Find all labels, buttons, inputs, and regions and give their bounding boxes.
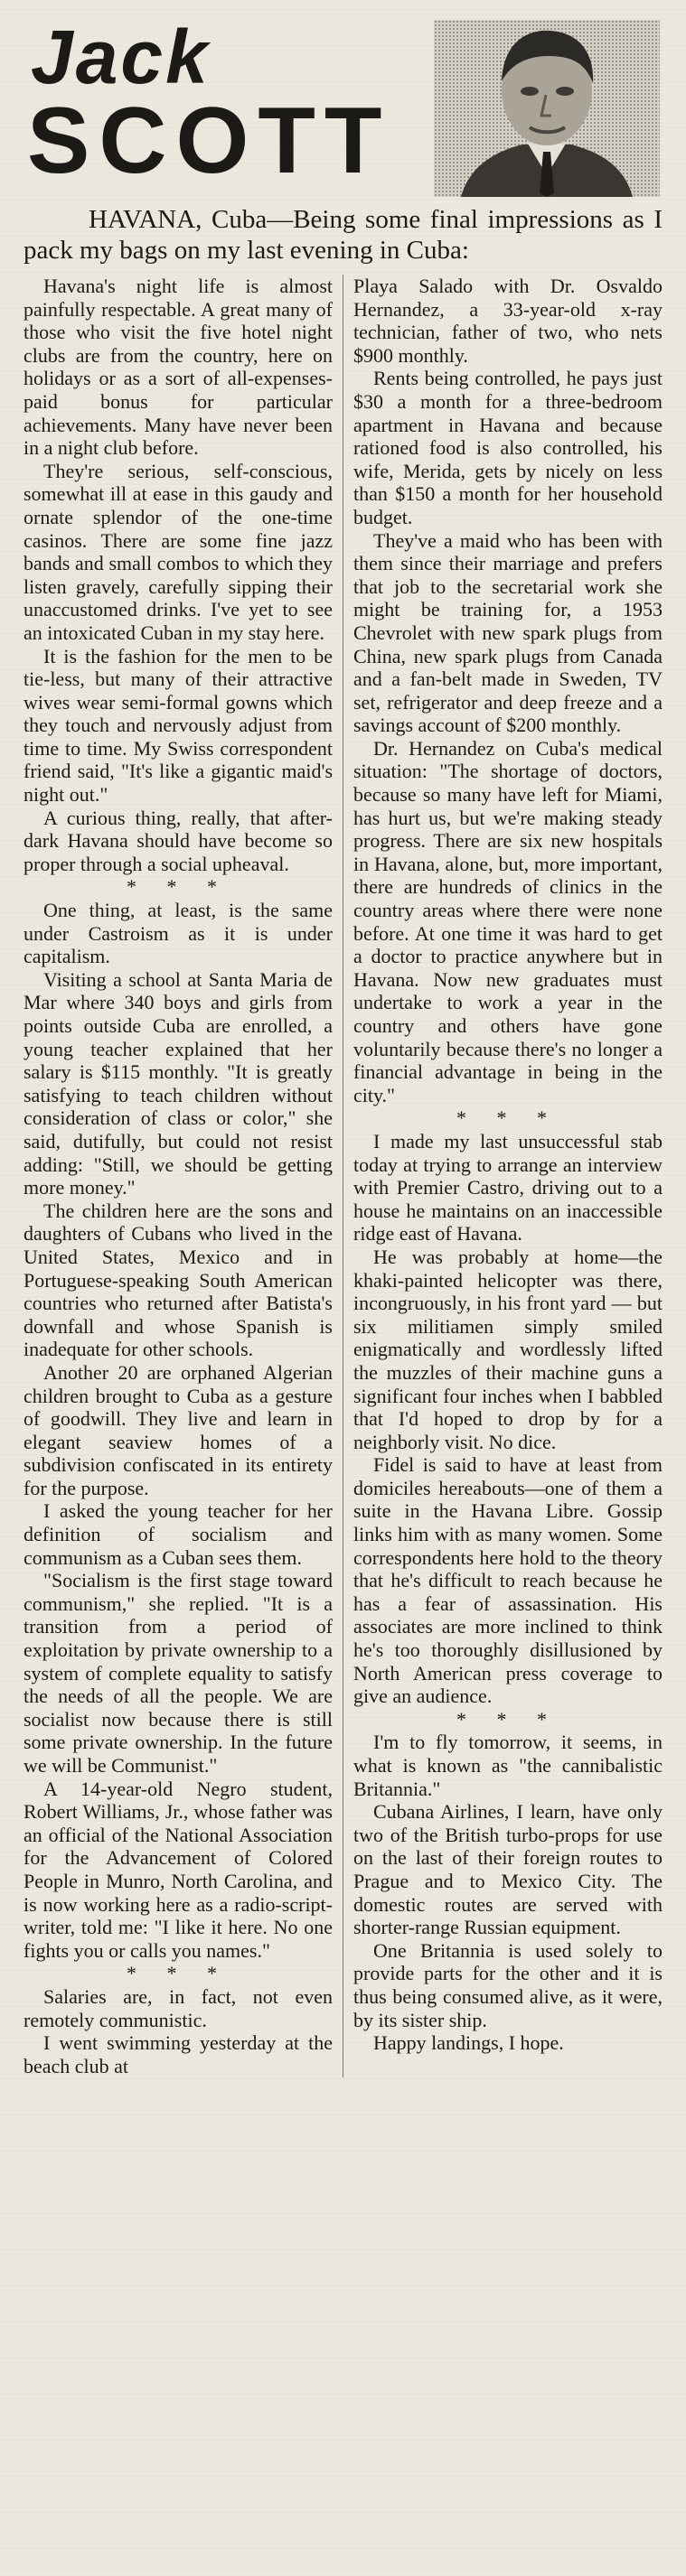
paragraph: Dr. Hernandez on Cuba's medical situation: "The shortage of doctors, because so many have left for Miami, has hurt us, but we're making steady progress. There are six new hospitals in Havana, alone, but, more important, there are hundreds of clinics in the country areas where there were none before. At one time it was hard to get a doctor to practice anywhere but in Havana. Now new graduates must undertake to work a year in the country and others have gone voluntarily because there's no longer a financial advantage in being in the city." xyxy=(353,736,663,1106)
column-masthead xyxy=(23,14,663,204)
paragraph: One thing, at least, is the same under Castroism as it is under capitalism. xyxy=(23,899,333,968)
left-column xyxy=(23,275,333,2077)
paragraph: I'm to fly tomorrow, it seems, in what is known as "the cannibalistic Britannia." xyxy=(353,1731,663,1800)
paragraph: I made my last unsuccessful stab today at trying to arrange an interview with Premier Castro, driving out to a house he maintains on an inaccessible ridge east of Havana. xyxy=(353,1129,663,1246)
paragraph: A 14-year-old Negro student, Robert Williams, Jr., whose father was an official of the National Association for the Advancement of Colored People in Munro, North Carolina, and is now working here as a radio-script-writer, told me: "I like it here. No one fights you or calls you names." xyxy=(23,1777,333,1962)
paragraph: I went swimming yesterday at the beach club at xyxy=(23,2031,333,2077)
paragraph: It is the fashion for the men to be tie-less, but many of their attractive wives wear semi-formal gowns which they touch and nervously adjust from time to time. My Swiss correspondent friend said, "It's like a gigantic maid's night out." xyxy=(23,644,333,807)
dateline: HAVANA, Cuba—Being some final impressions as I pack my bags on my last evening in Cuba: xyxy=(23,205,663,265)
paragraph: Rents being controlled, he pays just $30 a month for a three-bedroom apartment in Havana and because rationed food is also controlled, his wife, Merida, gets by nicely on less than $150 a month for her household budget. xyxy=(353,367,663,528)
columnist-last-name: SCOTT xyxy=(27,89,391,193)
paragraph: One Britannia is used solely to provide parts for the other and it is thus being consumed alive, as it were, by its sister ship. xyxy=(353,1938,663,2031)
section-break: * * * xyxy=(456,1707,559,1731)
paragraph: Another 20 are orphaned Algerian children brought to Cuba as a gesture of goodwill. They live and learn in elegant seaview homes of a subdivision confiscated in its entirety for the purpose. xyxy=(23,1360,333,1499)
masthead-text xyxy=(23,14,412,193)
right-column xyxy=(353,275,663,2077)
paragraph: Happy landings, I hope. xyxy=(373,2031,564,2055)
section-break: * * * xyxy=(127,875,230,899)
paragraph: They've a maid who has been with them since their marriage and prefers that job to the secretarial work she might be training for, a 1953 Chevrolet with new spark plugs from China, new spark plugs from Canada and a fan-belt made in Sweden, TV set, refrigerator and deep freeze and a savings account of $200 monthly. xyxy=(353,528,663,737)
paragraph: Visiting a school at Santa Maria de Mar where 340 boys and girls from points outside Cuba are enrolled, a young teacher explained that her salary is $115 monthly. "It is greatly satisfying to teach children without consideration of class or color," she said, dutifully, but could not resist adding: "Still, we should be getting more money." xyxy=(23,967,333,1199)
paragraph: The children here are the sons and daughters of Cubans who lived in the United States, Mexico and in Portuguese-speaking South American countries who returned after Batista's downfall and whose Spanish is inadequate for other schools. xyxy=(23,1199,333,1361)
paragraph: Fidel is said to have at least from domiciles hereabouts—one of them a suite in the Havana Libre. Gossip links him with as many women. Some correspondents here hold to the theory that he's difficult to reach because he has a fear of assassination. His associates are more inclined to think he's too thoroughly disillusioned by North American press coverage to give an audience. xyxy=(353,1453,663,1708)
paragraph: Havana's night life is almost painfully respectable. A great many of those who visit the five hotel night clubs are from the country, here on holidays or as a sort of all-expenses-paid bonus for particular achievements. Many have never been in a night club before. xyxy=(23,275,333,460)
columnist-first-name: Jack xyxy=(31,14,211,99)
paragraph: "Socialism is the first stage toward communism," she replied. "It is a transition from a period of exploitation by private ownership to a system of complete equality to satisfy the needs of all the people. We are socialist now because there is still some private ownership. In the future we will be Communist." xyxy=(23,1569,333,1777)
section-break: * * * xyxy=(127,1962,230,1985)
paragraph: Cubana Airlines, I learn, have only two of the British turbo-props for use on the last of their foreign routes to Prague and to Mexico City. The domestic routes are served with shorter-range Russian equipment. xyxy=(353,1800,663,1939)
paragraph: Playa Salado with Dr. Osvaldo Hernandez, a 33-year-old x-ray technician, father of two, who nets $900 monthly. xyxy=(353,275,663,367)
paragraph: I asked the young teacher for her definition of socialism and communism as a Cuban sees them. xyxy=(23,1499,333,1569)
article-body xyxy=(23,275,663,2077)
paragraph: They're serious, self-conscious, somewhat ill at ease in this gaudy and ornate splendor of the one-time casinos. There are some fine jazz bands and small combos to which they listen gravely, carefully sipping their unaccustomed drinks. I've yet to see an intoxicated Cuban in my stay here. xyxy=(23,459,333,644)
columnist-portrait xyxy=(434,20,660,197)
section-break: * * * xyxy=(456,1106,559,1130)
paragraph: Salaries are, in fact, not even remotely communistic. xyxy=(23,1984,333,2031)
paragraph: A curious thing, really, that after-dark Havana should have become so proper through a social upheaval. xyxy=(23,806,333,875)
paragraph: He was probably at home—the khaki-painted helicopter was there, incongruously, in his front yard — but six militiamen simply smiled enigmatically and wordlessly lifted the muzzles of their machine guns a significant four inches when I babbled that I'd hoped to drop by for a neighborly visit. No dice. xyxy=(353,1245,663,1453)
